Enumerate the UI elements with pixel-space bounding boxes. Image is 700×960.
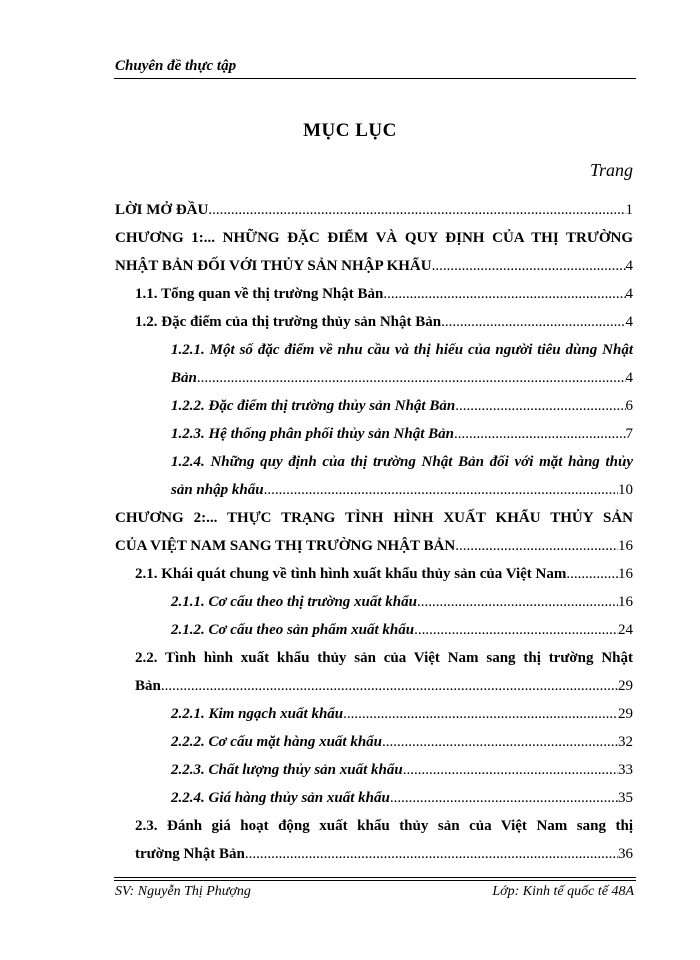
header-rule: [114, 78, 636, 79]
dot-leader: [417, 588, 618, 616]
toc-entry[interactable]: [115, 756, 633, 784]
toc-entry-line[interactable]: 1.2.4. Những quy định của thị trường Nhật Bản đối với mặt hàng thủy: [171, 454, 633, 470]
footer-class: Lớp: Kinh tế quốc tế 48A: [492, 884, 634, 899]
toc-page-number: 4: [625, 258, 633, 274]
toc-page-number: 36: [618, 846, 633, 862]
running-header: Chuyên đề thực tập: [115, 58, 237, 74]
toc-entry-text: CỦA VIỆT NAM SANG THỊ TRƯỜNG NHẬT BẢN: [115, 538, 456, 554]
toc-entry-text: 2.2.1. Kim ngạch xuất khẩu: [171, 706, 344, 722]
toc-page-number: 1: [625, 202, 633, 218]
toc-page-number: 4: [625, 286, 633, 302]
dot-leader: [414, 616, 618, 644]
toc-entry-text: 1.2. Đặc điểm của thị trường thủy sản Nhật Bản: [135, 314, 442, 330]
dot-leader: [264, 476, 618, 504]
toc-page-number: 32: [618, 734, 633, 750]
toc-entry[interactable]: [115, 728, 633, 756]
dot-leader: [161, 672, 618, 700]
toc-entry[interactable]: [115, 252, 633, 280]
toc-page-number: 29: [618, 678, 633, 694]
toc-entry-line[interactable]: CHƯƠNG 2:... THỰC TRẠNG TÌNH HÌNH XUẤT KHẨU THỦY SẢN: [115, 510, 633, 526]
toc-entry[interactable]: [115, 532, 633, 560]
toc-page-number: 4: [625, 314, 633, 330]
dot-leader: [245, 840, 618, 868]
dot-leader: [383, 280, 625, 308]
toc-entry-text: 2.2.3. Chất lượng thủy sản xuất khẩu: [171, 762, 403, 778]
toc-page-number: 6: [625, 398, 633, 414]
toc-entry[interactable]: [115, 588, 633, 616]
dot-leader: [403, 756, 618, 784]
toc-entry[interactable]: [115, 280, 633, 308]
dot-leader: [343, 700, 618, 728]
toc-entry-text: 1.1. Tổng quan về thị trường Nhật Bản: [135, 286, 384, 302]
toc-entry[interactable]: [115, 392, 633, 420]
toc-page-number: 29: [618, 706, 633, 722]
toc-page-number: 24: [618, 622, 633, 638]
toc-entry[interactable]: [115, 476, 633, 504]
page-title: MỤC LỤC: [303, 120, 397, 141]
toc-entry-text: Bản: [171, 370, 197, 386]
toc-entry-text: 2.1. Khái quát chung về tình hình xuất khẩu thủy sản của Việt Nam: [135, 566, 567, 582]
dot-leader: [208, 196, 625, 224]
toc-entry[interactable]: [115, 196, 633, 224]
toc-entry[interactable]: [115, 672, 633, 700]
toc-entry[interactable]: [115, 308, 633, 336]
toc-entry[interactable]: [115, 364, 633, 392]
toc-entry[interactable]: [115, 840, 633, 868]
toc-page-number: 35: [618, 790, 633, 806]
toc-page-number: 4: [625, 370, 633, 386]
toc-entry-text: 1.2.3. Hệ thống phân phối thủy sản Nhật Bản: [171, 426, 455, 442]
dot-leader: [382, 728, 618, 756]
toc-entry[interactable]: [115, 560, 633, 588]
page-column-label: Trang: [589, 160, 633, 180]
toc-page-number: 16: [618, 538, 633, 554]
toc-entry-line[interactable]: 2.3. Đánh giá hoạt động xuất khẩu thủy sản của Việt Nam sang thị: [135, 818, 633, 834]
toc-entry-text: 1.2.2. Đặc điểm thị trường thủy sản Nhật Bản: [171, 398, 456, 414]
dot-leader: [566, 560, 618, 588]
toc-entry[interactable]: [115, 420, 633, 448]
dot-leader: [455, 392, 625, 420]
toc-entry[interactable]: [115, 616, 633, 644]
toc-entry-text: LỜI MỞ ĐẦU: [115, 202, 209, 218]
toc-entry-text: 2.1.1. Cơ cấu theo thị trường xuất khẩu: [171, 594, 417, 610]
toc-entry-text: 2.2.4. Giá hàng thủy sản xuất khẩu: [171, 790, 390, 806]
toc-entry-text: NHẬT BẢN ĐỐI VỚI THỦY SẢN NHẬP KHẨU: [115, 258, 432, 274]
toc-entry-line[interactable]: CHƯƠNG 1:... NHỮNG ĐẶC ĐIỂM VÀ QUY ĐỊNH CỦA THỊ TRƯỜNG: [115, 230, 633, 246]
toc-entry-text: trường Nhật Bản: [135, 846, 245, 862]
footer-student: SV: Nguyễn Thị Phượng: [115, 884, 251, 899]
toc-page-number: 16: [618, 566, 633, 582]
table-of-contents: [115, 196, 633, 868]
toc-entry-line[interactable]: 1.2.1. Một số đặc điểm về nhu cầu và thị hiếu của người tiêu dùng Nhật: [171, 342, 633, 358]
dot-leader: [441, 308, 625, 336]
dot-leader: [454, 420, 625, 448]
toc-entry-text: 2.1.2. Cơ cấu theo sản phẩm xuất khẩu: [171, 622, 415, 638]
dot-leader: [390, 784, 618, 812]
toc-page-number: 7: [625, 426, 633, 442]
toc-page-number: 10: [618, 482, 633, 498]
toc-entry[interactable]: [115, 784, 633, 812]
footer-rule: [114, 877, 636, 878]
toc-entry-line[interactable]: 2.2. Tình hình xuất khẩu thủy sản của Việt Nam sang thị trường Nhật: [135, 650, 633, 666]
dot-leader: [432, 252, 626, 280]
toc-entry-text: sản nhập khẩu: [171, 482, 264, 498]
footer-rule: [114, 880, 636, 881]
dot-leader: [455, 532, 618, 560]
toc-entry-text: Bản: [135, 678, 161, 694]
toc-entry[interactable]: [115, 700, 633, 728]
toc-page-number: 33: [618, 762, 633, 778]
dot-leader: [197, 364, 626, 392]
toc-page-number: 16: [618, 594, 633, 610]
toc-entry-text: 2.2.2. Cơ cấu mặt hàng xuất khẩu: [171, 734, 383, 750]
